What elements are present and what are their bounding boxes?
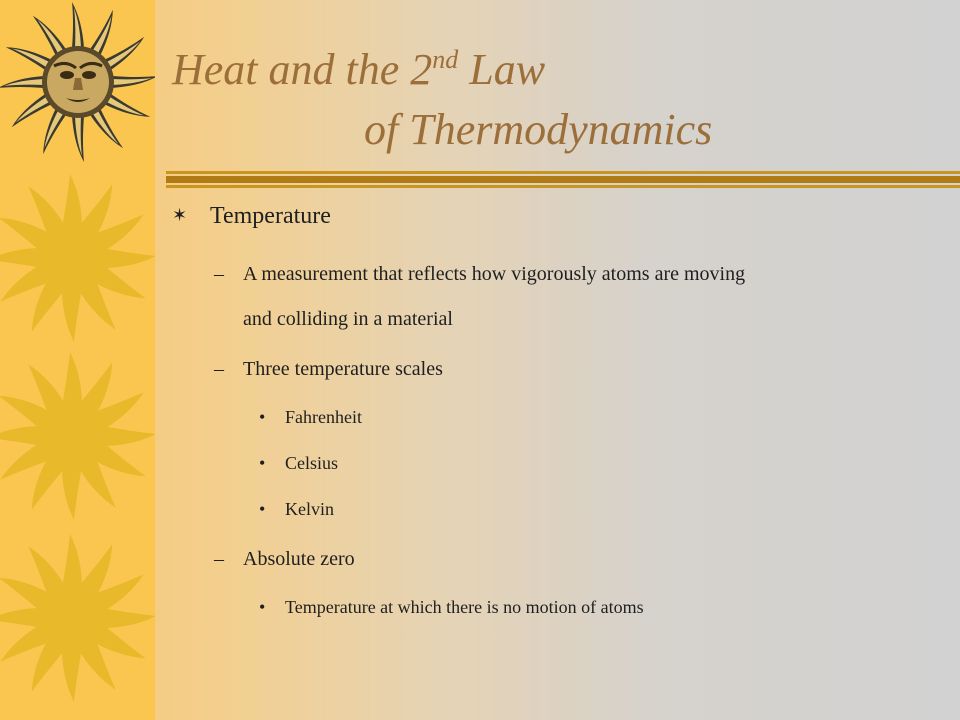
title-line-2: of Thermodynamics — [364, 105, 713, 154]
scales-text: Three temperature scales — [243, 358, 443, 380]
absolute-zero-definition: Temperature at which there is no motion of atoms — [285, 597, 644, 617]
scale-fahrenheit: Fahrenheit — [285, 407, 362, 427]
heading-temperature: Temperature — [210, 203, 331, 229]
dash-marker: – — [214, 263, 224, 285]
sun-face-icon — [0, 0, 155, 170]
title-text-post: Law — [458, 45, 546, 94]
absolute-zero-text: Absolute zero — [243, 548, 355, 570]
title-superscript: nd — [432, 45, 459, 74]
dot-marker: • — [259, 499, 266, 519]
measurement-line-1: A measurement that reflects how vigorously atoms are moving — [243, 263, 746, 285]
dot-marker: • — [259, 453, 266, 473]
dash-marker: – — [214, 358, 224, 380]
star-bullet-icon: ✶ — [172, 205, 188, 226]
slide-title — [172, 40, 932, 160]
title-divider — [166, 171, 960, 189]
scale-kelvin: Kelvin — [285, 499, 334, 519]
sun-icon — [0, 168, 155, 348]
dot-marker: • — [259, 597, 266, 617]
measurement-line-2: and colliding in a material — [243, 308, 453, 330]
title-text-pre: Heat and the 2 — [172, 45, 433, 94]
sun-icon — [0, 346, 155, 526]
scale-celsius: Celsius — [285, 453, 339, 473]
title-line-1 — [172, 40, 932, 100]
dash-marker: – — [214, 548, 224, 570]
sun-icon — [0, 526, 155, 720]
decorative-strip — [0, 0, 155, 720]
dot-marker: • — [259, 407, 266, 427]
